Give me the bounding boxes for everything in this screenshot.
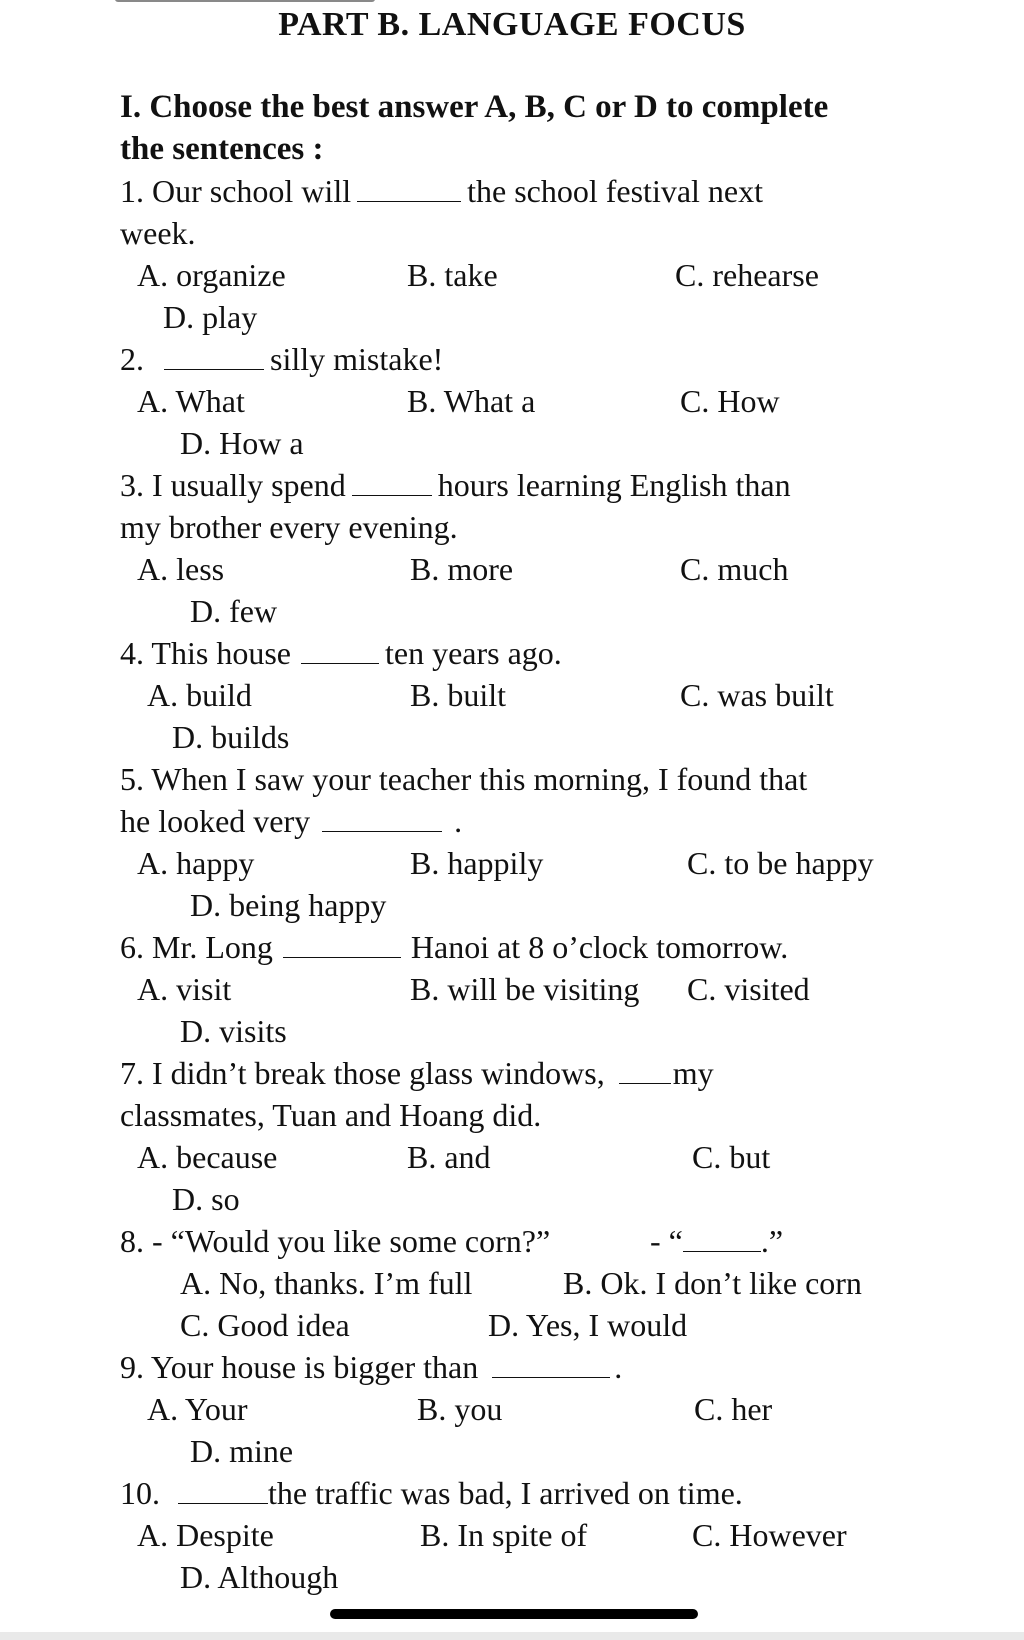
- q3-option-c: C. much: [680, 551, 789, 587]
- q7-option-b: B. and: [407, 1139, 491, 1175]
- q5-option-c: C. to be happy: [687, 845, 874, 881]
- q8-option-d: D. Yes, I would: [488, 1307, 688, 1343]
- question-6-text-a: 6. Mr. Long: [120, 929, 273, 965]
- question-2-text-b: silly mistake!: [270, 341, 444, 377]
- question-8-text-c: .”: [760, 1223, 784, 1259]
- question-3-text-b: hours learning English than: [437, 467, 791, 503]
- q4-option-d: D. builds: [172, 719, 290, 755]
- question-3-line-1: [120, 464, 791, 506]
- answer-blank-4: [301, 635, 379, 664]
- answer-blank-8: [683, 1223, 761, 1252]
- q7-option-a: A. because: [137, 1139, 278, 1175]
- q1-option-c: C. rehearse: [675, 257, 819, 293]
- answer-blank-2: [164, 341, 264, 370]
- q1-option-b: B. take: [407, 257, 498, 293]
- question-1-line-2: week.: [120, 215, 196, 251]
- q4-option-c: C. was built: [680, 677, 834, 713]
- question-3-text-a: 3. I usually spend: [120, 467, 346, 503]
- q5-option-a: A. happy: [137, 845, 255, 881]
- question-8-line-1: 8. - “Would you like some corn?”: [120, 1223, 551, 1259]
- q6-option-a: A. visit: [137, 971, 232, 1007]
- answer-blank-6: [283, 929, 401, 958]
- question-7-text-b: my: [672, 1055, 714, 1091]
- q5-option-b: B. happily: [410, 845, 544, 881]
- q3-option-d: D. few: [190, 593, 278, 629]
- q9-option-c: C. her: [694, 1391, 773, 1427]
- q7-option-c: C. but: [692, 1139, 771, 1175]
- question-2-line-1: [120, 338, 443, 380]
- question-5-text-a: he looked very: [120, 803, 311, 839]
- answer-blank-10: [178, 1475, 268, 1504]
- question-5-line-2: [120, 800, 462, 842]
- answer-blank-9: [492, 1349, 610, 1378]
- q2-option-c: C. How: [680, 383, 780, 419]
- q8-option-c: C. Good idea: [180, 1307, 350, 1343]
- question-7-text-a: 7. I didn’t break those glass windows,: [120, 1055, 605, 1091]
- q6-option-b: B. will be visiting: [410, 971, 640, 1007]
- q10-option-a: A. Despite: [137, 1517, 274, 1553]
- question-10-text-a: 10.: [120, 1475, 160, 1511]
- q2-option-b: B. What a: [407, 383, 536, 419]
- question-9-line-1: [120, 1346, 622, 1388]
- answer-blank-7: [619, 1055, 671, 1084]
- question-6-text-b: Hanoi at 8 o’clock tomorrow.: [410, 929, 789, 965]
- question-5-text-b: .: [454, 803, 463, 839]
- q10-option-d: D. Although: [180, 1559, 339, 1595]
- answer-blank-5: [322, 803, 442, 832]
- q2-option-d: D. How a: [180, 425, 304, 461]
- q6-option-c: C. visited: [687, 971, 810, 1007]
- q1-option-d: D. play: [163, 299, 258, 335]
- question-5-line-1: 5. When I saw your teacher this morning, I found that: [120, 761, 808, 797]
- question-7-line-2: classmates, Tuan and Hoang did.: [120, 1097, 542, 1133]
- q4-option-b: B. built: [410, 677, 507, 713]
- question-8-reply: [650, 1220, 783, 1262]
- question-10-text-b: the traffic was bad, I arrived on time.: [268, 1475, 743, 1511]
- question-2-text-a: 2.: [120, 341, 144, 377]
- q6-option-d: D. visits: [180, 1013, 287, 1049]
- q8-option-a: A. No, thanks. I’m full: [180, 1265, 473, 1301]
- page-title: PART B. LANGUAGE FOCUS: [278, 6, 746, 43]
- question-1-line-1: [120, 170, 763, 212]
- q3-option-a: A. less: [137, 551, 225, 587]
- q5-option-d: D. being happy: [190, 887, 387, 923]
- q1-option-a: A. organize: [137, 257, 286, 293]
- q7-option-d: D. so: [172, 1181, 240, 1217]
- answer-blank-3: [352, 467, 432, 496]
- answer-blank-1: [357, 173, 461, 202]
- question-4-text-b: ten years ago.: [384, 635, 562, 671]
- question-1-text-a: 1. Our school will: [120, 173, 352, 209]
- q4-option-a: A. build: [147, 677, 252, 713]
- question-3-line-2: my brother every evening.: [120, 509, 458, 545]
- question-10-line-1: [120, 1472, 743, 1514]
- home-indicator[interactable]: [330, 1609, 698, 1619]
- question-1-text-b: the school festival next: [467, 173, 764, 209]
- question-9-text-a: 9. Your house is bigger than: [120, 1349, 479, 1385]
- q10-option-c: C. However: [692, 1517, 847, 1553]
- q3-option-b: B. more: [410, 551, 514, 587]
- question-8-text-b: - “: [650, 1223, 683, 1259]
- q9-option-b: B. you: [417, 1391, 503, 1427]
- question-9-text-b: .: [614, 1349, 623, 1385]
- question-4-line-1: [120, 632, 562, 674]
- question-6-line-1: [120, 926, 788, 968]
- question-4-text-a: 4. This house: [120, 635, 291, 671]
- instruction-line-1: I. Choose the best answer A, B, C or D to complete: [120, 89, 829, 125]
- q9-option-a: A. Your: [147, 1391, 248, 1427]
- question-7-line-1: [120, 1052, 714, 1094]
- q9-option-d: D. mine: [190, 1433, 294, 1469]
- q10-option-b: B. In spite of: [420, 1517, 588, 1553]
- q8-option-b: B. Ok. I don’t like corn: [563, 1265, 862, 1301]
- instruction-line-2: the sentences :: [120, 131, 324, 167]
- q2-option-a: A. What: [137, 383, 245, 419]
- bottom-edge-strip: [0, 1632, 1024, 1640]
